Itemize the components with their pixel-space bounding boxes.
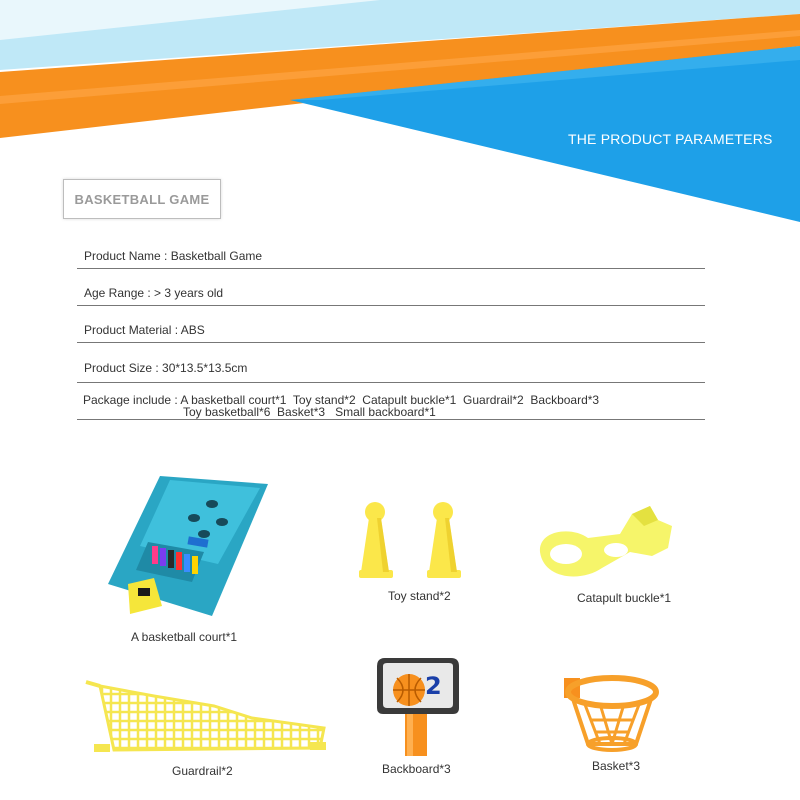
item-caption: Basket*3	[592, 759, 641, 773]
product-badge: BASKETBALL GAME	[63, 179, 221, 219]
item-caption: Backboard*3	[382, 762, 451, 776]
spec-row	[77, 283, 705, 306]
spec-row	[77, 246, 705, 269]
package-line-2: Toy basketball*6 Basket*3 Small backboard*1	[183, 405, 436, 419]
catapult-buckle-image	[532, 496, 682, 588]
package-include	[83, 394, 599, 418]
basketball-court-image	[100, 466, 280, 626]
basket-image	[562, 670, 660, 756]
package-divider	[77, 419, 705, 420]
spec-label: Product Size : 30*13.5*13.5cm	[84, 361, 248, 375]
banner-title: THE PRODUCT PARAMETERS	[568, 131, 773, 147]
guardrail-image	[84, 676, 328, 756]
package-line-1: Package include : A basketball court*1 Toy stand*2 Catapult buckle*1 Guardrail*2 Backboard*3	[83, 393, 600, 407]
spec-label: Product Name : Basketball Game	[84, 249, 263, 263]
spec-label: Product Material : ABS	[84, 323, 205, 337]
spec-row	[77, 320, 705, 343]
item-caption: Toy stand*2	[388, 589, 451, 603]
svg-text:2: 2	[425, 672, 442, 700]
item-caption: A basketball court*1	[131, 630, 238, 644]
spec-label: Age Range : > 3 years old	[84, 286, 224, 300]
item-caption: Guardrail*2	[172, 764, 233, 778]
item-caption: Catapult buckle*1	[577, 591, 672, 605]
toy-stand-image	[355, 498, 465, 586]
spec-row	[77, 358, 705, 383]
backboard-image	[373, 654, 463, 758]
